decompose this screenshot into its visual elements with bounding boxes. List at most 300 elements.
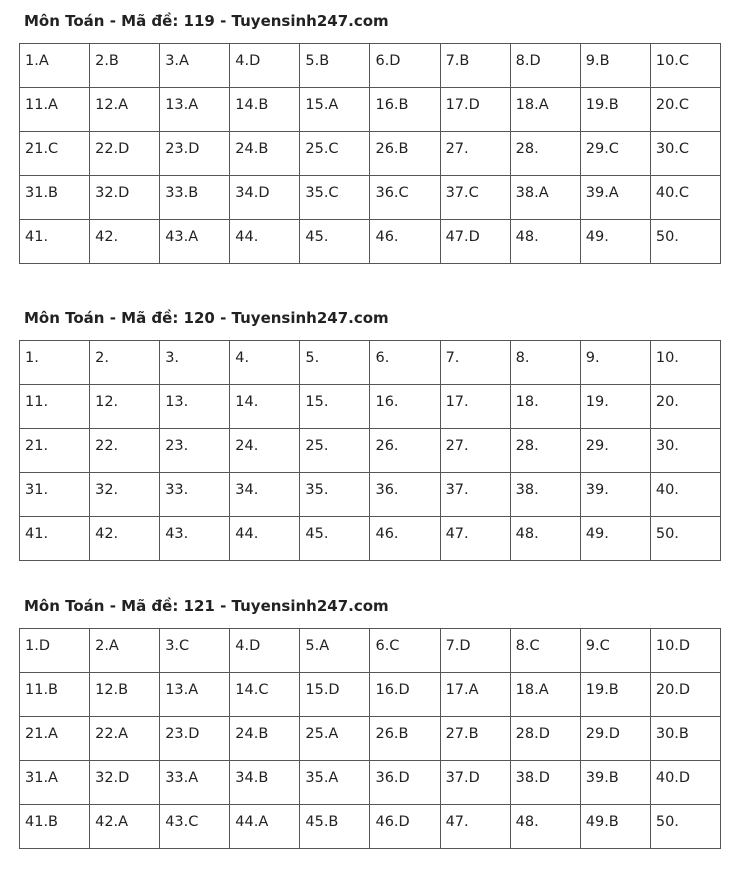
answer-cell <box>440 517 510 561</box>
answer-row <box>20 220 721 264</box>
answer-cell <box>160 176 230 220</box>
answer-row <box>20 176 721 220</box>
answer-cell <box>300 429 370 473</box>
answer-cell <box>90 517 160 561</box>
answer-cell <box>160 629 230 673</box>
answer-text: 2.B <box>95 53 119 69</box>
answer-row <box>20 88 721 132</box>
answer-text: 14.C <box>235 682 269 698</box>
answer-cell <box>370 673 440 717</box>
answer-text: 32.D <box>95 770 130 786</box>
answer-text: 13.A <box>165 682 199 698</box>
answer-cell <box>510 176 580 220</box>
answer-cell <box>160 341 230 385</box>
answer-text: 47.D <box>445 229 480 245</box>
answer-text: 17. <box>445 394 469 410</box>
answer-cell <box>230 132 300 176</box>
answer-text: 38.D <box>515 770 550 786</box>
answer-text: 35.C <box>305 185 339 201</box>
answer-cell <box>510 132 580 176</box>
answer-cell <box>230 673 300 717</box>
answer-text: 46. <box>375 526 399 542</box>
answer-cell <box>440 88 510 132</box>
answer-row <box>20 429 721 473</box>
answer-cell <box>370 132 440 176</box>
answer-text: 6.C <box>375 638 400 654</box>
answer-cell <box>510 717 580 761</box>
section-title-121: Môn Toán - Mã đề: 121 - Tuyensinh247.com <box>24 597 389 615</box>
answer-text: 28. <box>515 438 539 454</box>
answer-cell <box>440 220 510 264</box>
answer-text: 9.C <box>585 638 610 654</box>
answer-text: 18.A <box>515 682 549 698</box>
answer-text: 35. <box>305 482 329 498</box>
answer-text: 9.B <box>585 53 610 69</box>
answer-cell <box>90 805 160 849</box>
answer-text: 10.D <box>655 638 691 654</box>
answer-row <box>20 717 721 761</box>
answer-text: 21.A <box>25 726 58 742</box>
answer-row <box>20 44 721 88</box>
answer-cell <box>580 132 650 176</box>
answer-cell <box>440 629 510 673</box>
answer-row <box>20 761 721 805</box>
answer-cell <box>90 473 160 517</box>
answer-cell <box>370 717 440 761</box>
answer-text: 23.D <box>165 141 200 157</box>
answer-cell <box>20 429 90 473</box>
answer-cell <box>650 88 720 132</box>
answer-text: 28.D <box>515 726 550 742</box>
answer-text: 32. <box>95 482 119 498</box>
answer-text: 48. <box>515 229 539 245</box>
answer-cell <box>440 341 510 385</box>
answer-text: 1. <box>25 350 39 366</box>
answer-text: 10.C <box>655 53 690 69</box>
answer-text: 37.C <box>445 185 479 201</box>
answer-text: 27.B <box>445 726 479 742</box>
answer-cell <box>370 629 440 673</box>
answer-cell <box>230 473 300 517</box>
answer-text: 11.A <box>25 97 58 113</box>
answer-cell <box>440 132 510 176</box>
answer-cell <box>300 341 370 385</box>
answer-text: 47. <box>445 526 469 542</box>
answer-cell <box>580 220 650 264</box>
answer-text: 2. <box>95 350 109 366</box>
answer-text: 34.B <box>235 770 269 786</box>
answer-text: 49. <box>585 229 609 245</box>
answer-text: 26.B <box>375 726 409 742</box>
answer-cell <box>20 673 90 717</box>
answer-text: 41.B <box>25 814 59 830</box>
answer-cell <box>650 176 720 220</box>
answer-cell <box>20 341 90 385</box>
answer-cell <box>580 88 650 132</box>
answer-text: 36.D <box>375 770 410 786</box>
answer-text: 29.C <box>585 141 619 157</box>
answer-text: 4.D <box>235 638 261 654</box>
answer-cell <box>440 385 510 429</box>
answer-cell <box>650 385 720 429</box>
answer-cell <box>370 385 440 429</box>
answer-cell <box>20 805 90 849</box>
answer-cell <box>230 44 300 88</box>
answer-cell <box>510 429 580 473</box>
answer-text: 33. <box>165 482 189 498</box>
answer-text: 2.A <box>95 638 119 654</box>
answer-text: 33.B <box>165 185 199 201</box>
answer-text: 12.A <box>95 97 129 113</box>
answer-text: 4. <box>235 350 250 366</box>
answer-text: 22. <box>95 438 119 454</box>
answer-cell <box>510 88 580 132</box>
answer-cell <box>650 473 720 517</box>
answer-cell <box>510 673 580 717</box>
section-title-119: Môn Toán - Mã đề: 119 - Tuyensinh247.com <box>24 12 389 30</box>
answer-text: 42. <box>95 526 119 542</box>
answer-text: 41. <box>25 526 49 542</box>
answer-cell <box>440 673 510 717</box>
answer-text: 13. <box>165 394 189 410</box>
answer-text: 47. <box>445 814 469 830</box>
answer-text: 32.D <box>95 185 130 201</box>
answer-text: 8.D <box>515 53 541 69</box>
answer-text: 45. <box>305 526 329 542</box>
answer-text: 50. <box>655 814 679 830</box>
answer-text: 44.A <box>235 814 269 830</box>
answer-table-120 <box>19 340 721 561</box>
answer-text: 16. <box>375 394 399 410</box>
answer-text: 19.B <box>585 97 619 113</box>
answer-text: 49. <box>585 526 609 542</box>
answer-text: 23.D <box>165 726 200 742</box>
answer-cell <box>370 341 440 385</box>
answer-text: 21. <box>25 438 49 454</box>
answer-text: 43.C <box>165 814 199 830</box>
answer-cell <box>90 429 160 473</box>
answer-row <box>20 629 721 673</box>
answer-text: 31.B <box>25 185 59 201</box>
answer-row <box>20 473 721 517</box>
answer-cell <box>440 805 510 849</box>
answer-text: 16.B <box>375 97 409 113</box>
answer-text: 24. <box>235 438 259 454</box>
answer-text: 11. <box>25 394 49 410</box>
answer-cell <box>230 341 300 385</box>
answer-text: 19. <box>585 394 609 410</box>
answer-cell <box>300 761 370 805</box>
answer-text: 28. <box>515 141 539 157</box>
answer-text: 3.A <box>165 53 189 69</box>
answer-cell <box>300 673 370 717</box>
answer-cell <box>650 761 720 805</box>
answer-cell <box>370 44 440 88</box>
answer-text: 38. <box>515 482 539 498</box>
answer-text: 24.B <box>235 141 269 157</box>
answer-text: 46. <box>375 229 399 245</box>
answer-cell <box>230 517 300 561</box>
answer-cell <box>300 220 370 264</box>
answer-cell <box>300 88 370 132</box>
answer-cell <box>20 517 90 561</box>
answer-cell <box>90 341 160 385</box>
answer-cell <box>90 44 160 88</box>
answer-cell <box>510 805 580 849</box>
answer-cell <box>300 629 370 673</box>
answer-cell <box>300 44 370 88</box>
answer-text: 41. <box>25 229 49 245</box>
answer-cell <box>20 88 90 132</box>
answer-cell <box>90 761 160 805</box>
answer-text: 7.D <box>445 638 471 654</box>
answer-cell <box>580 385 650 429</box>
answer-text: 14. <box>235 394 259 410</box>
answer-row <box>20 341 721 385</box>
answer-cell <box>160 761 230 805</box>
answer-text: 40.C <box>655 185 690 201</box>
answer-cell <box>650 132 720 176</box>
answer-text: 49.B <box>585 814 619 830</box>
answer-cell <box>580 717 650 761</box>
answer-cell <box>440 761 510 805</box>
answer-cell <box>230 385 300 429</box>
answer-text: 40. <box>655 482 679 498</box>
answer-cell <box>510 341 580 385</box>
answer-cell <box>440 176 510 220</box>
answer-text: 22.D <box>95 141 130 157</box>
answer-cell <box>300 805 370 849</box>
answer-cell <box>20 717 90 761</box>
answer-cell <box>230 88 300 132</box>
answer-text: 39.B <box>585 770 619 786</box>
answer-cell <box>230 717 300 761</box>
answer-row <box>20 673 721 717</box>
answer-cell <box>440 44 510 88</box>
answer-text: 9. <box>585 350 600 366</box>
answer-text: 34. <box>235 482 259 498</box>
answer-cell <box>300 132 370 176</box>
answer-text: 30.C <box>655 141 690 157</box>
answer-cell <box>510 473 580 517</box>
answer-cell <box>160 429 230 473</box>
answer-text: 15.A <box>305 97 339 113</box>
answer-text: 20.C <box>655 97 690 113</box>
answer-cell <box>580 805 650 849</box>
answer-text: 8. <box>515 350 530 366</box>
answer-cell <box>510 44 580 88</box>
answer-cell <box>160 805 230 849</box>
answer-text: 29.D <box>585 726 620 742</box>
answer-cell <box>440 473 510 517</box>
answer-text: 14.B <box>235 97 269 113</box>
answer-text: 15.D <box>305 682 340 698</box>
answer-row <box>20 517 721 561</box>
answer-cell <box>650 220 720 264</box>
answer-text: 33.A <box>165 770 199 786</box>
answer-text: 5.B <box>305 53 330 69</box>
answer-text: 31.A <box>25 770 58 786</box>
answer-text: 19.B <box>585 682 619 698</box>
answer-cell <box>20 176 90 220</box>
answer-text: 20. <box>655 394 679 410</box>
answer-cell <box>300 517 370 561</box>
answer-text: 3.C <box>165 638 190 654</box>
answer-text: 1.D <box>25 638 50 654</box>
answer-text: 11.B <box>25 682 59 698</box>
answer-text: 46.D <box>375 814 410 830</box>
answer-cell <box>160 385 230 429</box>
answer-text: 17.A <box>445 682 479 698</box>
answer-text: 40.D <box>655 770 691 786</box>
answer-cell <box>650 517 720 561</box>
answer-text: 31. <box>25 482 49 498</box>
answer-cell <box>90 132 160 176</box>
answer-text: 44. <box>235 526 259 542</box>
answer-cell <box>650 717 720 761</box>
answer-text: 1.A <box>25 53 49 69</box>
answer-cell <box>300 385 370 429</box>
answer-cell <box>230 805 300 849</box>
answer-cell <box>160 517 230 561</box>
answer-text: 37. <box>445 482 469 498</box>
answer-text: 10. <box>655 350 679 366</box>
answer-text: 22.A <box>95 726 129 742</box>
answer-cell <box>370 220 440 264</box>
answer-text: 25. <box>305 438 329 454</box>
answer-cell <box>90 629 160 673</box>
answer-cell <box>440 717 510 761</box>
answer-text: 5.A <box>305 638 330 654</box>
answer-cell <box>580 341 650 385</box>
answer-text: 18. <box>515 394 539 410</box>
answer-text: 12. <box>95 394 119 410</box>
answer-cell <box>510 761 580 805</box>
answer-cell <box>510 629 580 673</box>
section-title-120: Môn Toán - Mã đề: 120 - Tuyensinh247.com <box>24 309 389 327</box>
answer-text: 34.D <box>235 185 270 201</box>
answer-text: 26. <box>375 438 399 454</box>
answer-text: 26.B <box>375 141 409 157</box>
answer-cell <box>20 220 90 264</box>
answer-cell <box>580 176 650 220</box>
answer-cell <box>20 761 90 805</box>
answer-text: 27. <box>445 141 469 157</box>
answer-cell <box>160 473 230 517</box>
answer-cell <box>580 429 650 473</box>
answer-cell <box>230 629 300 673</box>
answer-cell <box>580 473 650 517</box>
answer-row <box>20 132 721 176</box>
answer-cell <box>160 88 230 132</box>
answer-text: 15. <box>305 394 329 410</box>
answer-cell <box>510 220 580 264</box>
answer-cell <box>370 805 440 849</box>
answer-cell <box>230 429 300 473</box>
answer-text: 42.A <box>95 814 129 830</box>
answer-cell <box>370 429 440 473</box>
answer-cell <box>230 761 300 805</box>
answer-cell <box>580 517 650 561</box>
answer-text: 4.D <box>235 53 261 69</box>
answer-cell <box>230 176 300 220</box>
answer-text: 36. <box>375 482 399 498</box>
answer-cell <box>230 220 300 264</box>
answer-text: 7. <box>445 350 460 366</box>
answer-text: 36.C <box>375 185 409 201</box>
answer-text: 30. <box>655 438 679 454</box>
answer-text: 6.D <box>375 53 401 69</box>
answer-cell <box>90 385 160 429</box>
answer-cell <box>160 132 230 176</box>
answer-text: 29. <box>585 438 609 454</box>
answer-cell <box>370 473 440 517</box>
answer-text: 20.D <box>655 682 691 698</box>
answer-cell <box>580 629 650 673</box>
answer-text: 23. <box>165 438 189 454</box>
answer-cell <box>440 429 510 473</box>
answer-cell <box>370 517 440 561</box>
answer-text: 30.B <box>655 726 689 742</box>
answer-cell <box>370 88 440 132</box>
answer-cell <box>90 673 160 717</box>
answer-text: 3. <box>165 350 180 366</box>
answer-text: 35.A <box>305 770 339 786</box>
answer-text: 25.C <box>305 141 339 157</box>
answer-cell <box>370 176 440 220</box>
answer-text: 38.A <box>515 185 549 201</box>
answer-cell <box>90 176 160 220</box>
answer-text: 6. <box>375 350 390 366</box>
answer-cell <box>300 473 370 517</box>
answer-text: 45.B <box>305 814 339 830</box>
answer-cell <box>650 44 720 88</box>
answer-table-119 <box>19 43 721 264</box>
answer-row <box>20 805 721 849</box>
answer-cell <box>90 220 160 264</box>
answer-cell <box>90 717 160 761</box>
answer-cell <box>90 88 160 132</box>
answer-text: 25.A <box>305 726 339 742</box>
answer-text: 24.B <box>235 726 269 742</box>
answer-text: 8.C <box>515 638 540 654</box>
answer-cell <box>580 44 650 88</box>
answer-cell <box>580 673 650 717</box>
answer-table-121 <box>19 628 721 849</box>
answer-text: 13.A <box>165 97 199 113</box>
answer-text: 48. <box>515 526 539 542</box>
answer-text: 42. <box>95 229 119 245</box>
answer-text: 50. <box>655 526 679 542</box>
answer-cell <box>20 132 90 176</box>
answer-row <box>20 385 721 429</box>
answer-text: 16.D <box>375 682 410 698</box>
answer-text: 5. <box>305 350 320 366</box>
answer-cell <box>370 761 440 805</box>
answer-text: 43. <box>165 526 189 542</box>
answer-text: 48. <box>515 814 539 830</box>
answer-cell <box>300 176 370 220</box>
answer-text: 39. <box>585 482 609 498</box>
answer-cell <box>510 517 580 561</box>
answer-cell <box>580 761 650 805</box>
answer-text: 17.D <box>445 97 480 113</box>
answer-cell <box>160 44 230 88</box>
answer-cell <box>650 629 720 673</box>
answer-text: 39.A <box>585 185 619 201</box>
answer-cell <box>650 673 720 717</box>
answer-cell <box>20 629 90 673</box>
